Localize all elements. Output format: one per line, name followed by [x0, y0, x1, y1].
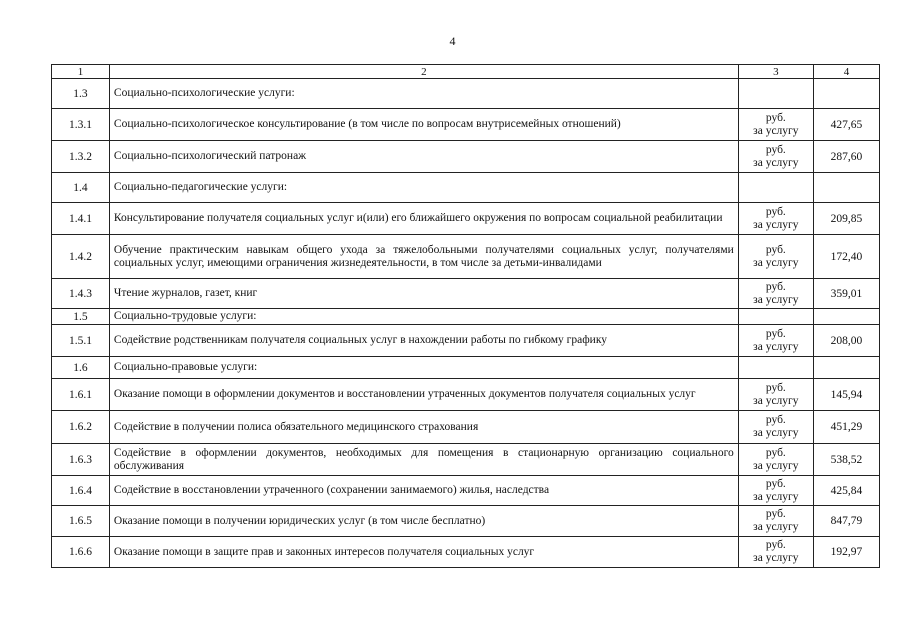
row-number: 1.6.2 [52, 411, 110, 444]
unit-text: руб. [765, 477, 786, 490]
service-name [109, 79, 738, 109]
table-row [52, 325, 880, 357]
unit-text: руб. [765, 414, 786, 426]
unit-text: за услугу [753, 156, 799, 169]
unit-cell [738, 79, 813, 109]
service-text: Содействие в получении полиса обязательного медицинского страхования [113, 420, 479, 433]
table-row [52, 379, 880, 411]
service-name [109, 506, 738, 537]
row-number: 1.6.6 [52, 537, 110, 568]
row-number: 1.4.2 [52, 235, 110, 279]
service-name [109, 309, 738, 325]
unit-text: руб. [765, 143, 786, 156]
row-number: 1.3.1 [52, 109, 110, 141]
table-row [52, 109, 880, 141]
service-name [109, 537, 738, 568]
table-row [52, 444, 880, 476]
row-number: 1.3 [52, 79, 110, 109]
row-number: 1.3.2 [52, 141, 110, 173]
unit-cell [738, 173, 813, 203]
price-cell: 427,65 [813, 109, 879, 141]
row-number: 1.4.3 [52, 279, 110, 309]
row-number: 1.6.5 [52, 506, 110, 537]
table-row [52, 173, 880, 203]
price-cell: 145,94 [813, 379, 879, 411]
unit-cell [738, 476, 813, 506]
price-cell: 425,84 [813, 476, 879, 506]
table-row [52, 476, 880, 506]
page-number: 4 [449, 34, 456, 48]
price-cell: 847,79 [813, 506, 879, 537]
unit-text: за услугу [753, 293, 799, 306]
unit-cell [738, 537, 813, 568]
price-cell [813, 309, 879, 325]
unit-text: за услугу [753, 427, 799, 439]
unit-text: за услугу [753, 490, 799, 503]
unit-cell [738, 357, 813, 379]
table-row [52, 141, 880, 173]
table-row [52, 357, 880, 379]
unit-text: руб. [765, 243, 786, 256]
service-name [109, 325, 738, 357]
unit-text: руб. [765, 539, 786, 551]
service-text: Консультирование получателя социальных услуг и(или) его ближайшего окружения по вопросам социальной реабилитации [113, 212, 723, 224]
unit-cell [738, 325, 813, 357]
service-text: Оказание помощи в оформлении документов и восстановлении утраченных документов получателя социальных услуг [113, 388, 696, 400]
service-text: Социально-трудовые услуги: [113, 310, 257, 322]
service-name [109, 444, 738, 476]
service-text: Оказание помощи в получении юридических услуг (в том числе бесплатно) [113, 514, 486, 527]
service-text: Социально-педагогические услуги: [113, 181, 288, 193]
unit-cell [738, 506, 813, 537]
unit-text: руб. [765, 205, 786, 218]
service-name [109, 379, 738, 411]
table-row [52, 411, 880, 444]
unit-text: за услугу [753, 394, 799, 407]
unit-text: за услугу [753, 124, 799, 137]
row-number: 1.6.1 [52, 379, 110, 411]
table-row [52, 309, 880, 325]
service-text: Обучение практическим навыкам общего ухода за тяжелобольными получателями социальных услуг, получателями социальных услуг, имеющими ограничения жизнедеятельности, в том числе за детьми-инвалидами [113, 243, 734, 269]
unit-cell [738, 279, 813, 309]
unit-text: руб. [765, 508, 786, 520]
unit-cell [738, 444, 813, 476]
unit-text: за услугу [753, 218, 799, 231]
price-cell: 172,40 [813, 235, 879, 279]
price-cell: 287,60 [813, 141, 879, 173]
table-row [52, 537, 880, 568]
service-text: Содействие в восстановлении утраченного (сохранении занимаемого) жилья, наследства [113, 484, 550, 496]
service-text: Чтение журналов, газет, книг [113, 287, 258, 299]
unit-text: за услугу [753, 256, 799, 269]
service-name [109, 173, 738, 203]
unit-cell [738, 141, 813, 173]
table-row [52, 279, 880, 309]
price-cell: 359,01 [813, 279, 879, 309]
service-text: Социально-психологический патронаж [113, 150, 307, 162]
price-cell: 451,29 [813, 411, 879, 444]
price-cell: 209,85 [813, 203, 879, 235]
row-number: 1.4 [52, 173, 110, 203]
row-number: 1.5 [52, 309, 110, 325]
tariff-table [51, 64, 880, 568]
unit-cell [738, 309, 813, 325]
service-text: Социально-психологические услуги: [113, 87, 295, 99]
unit-text: за услугу [753, 340, 799, 353]
service-name [109, 109, 738, 141]
service-name [109, 411, 738, 444]
service-name [109, 476, 738, 506]
header-col-2: 2 [109, 65, 738, 79]
unit-text: руб. [765, 111, 786, 124]
unit-cell [738, 109, 813, 141]
table-row [52, 235, 880, 279]
service-text: Содействие родственникам получателя социальных услуг в нахождении работы по гибкому графику [113, 334, 608, 346]
service-name [109, 203, 738, 235]
unit-cell [738, 379, 813, 411]
service-name [109, 235, 738, 279]
table-row [52, 203, 880, 235]
service-name [109, 357, 738, 379]
header-col-4: 4 [813, 65, 879, 79]
unit-text: за услугу [753, 552, 799, 564]
unit-text: руб. [765, 381, 786, 394]
unit-cell [738, 235, 813, 279]
price-cell [813, 79, 879, 109]
unit-cell [738, 411, 813, 444]
unit-cell [738, 203, 813, 235]
unit-text: руб. [765, 327, 786, 340]
unit-text: за услугу [753, 521, 799, 533]
price-cell: 208,00 [813, 325, 879, 357]
service-text: Оказание помощи в защите прав и законных интересов получателя социальных услуг [113, 545, 535, 558]
unit-text: руб. [765, 280, 786, 293]
service-text: Содействие в оформлении документов, необходимых для помещения в стационарную организацию социального обслуживания [113, 446, 734, 472]
service-text: Социально-психологическое консультирование (в том числе по вопросам внутрисемейных отношений) [113, 118, 621, 130]
table-row [52, 506, 880, 537]
unit-text: руб. [765, 446, 786, 459]
row-number: 1.4.1 [52, 203, 110, 235]
price-cell [813, 173, 879, 203]
row-number: 1.6.3 [52, 444, 110, 476]
row-number: 1.6 [52, 357, 110, 379]
table-row [52, 79, 880, 109]
service-name [109, 279, 738, 309]
header-col-3: 3 [738, 65, 813, 79]
row-number: 1.6.4 [52, 476, 110, 506]
service-text: Социально-правовые услуги: [113, 361, 258, 373]
price-cell: 192,97 [813, 537, 879, 568]
row-number: 1.5.1 [52, 325, 110, 357]
unit-text: за услугу [753, 459, 799, 472]
header-col-1: 1 [52, 65, 110, 79]
price-cell [813, 357, 879, 379]
table-header-row [52, 65, 880, 79]
price-cell: 538,52 [813, 444, 879, 476]
service-name [109, 141, 738, 173]
